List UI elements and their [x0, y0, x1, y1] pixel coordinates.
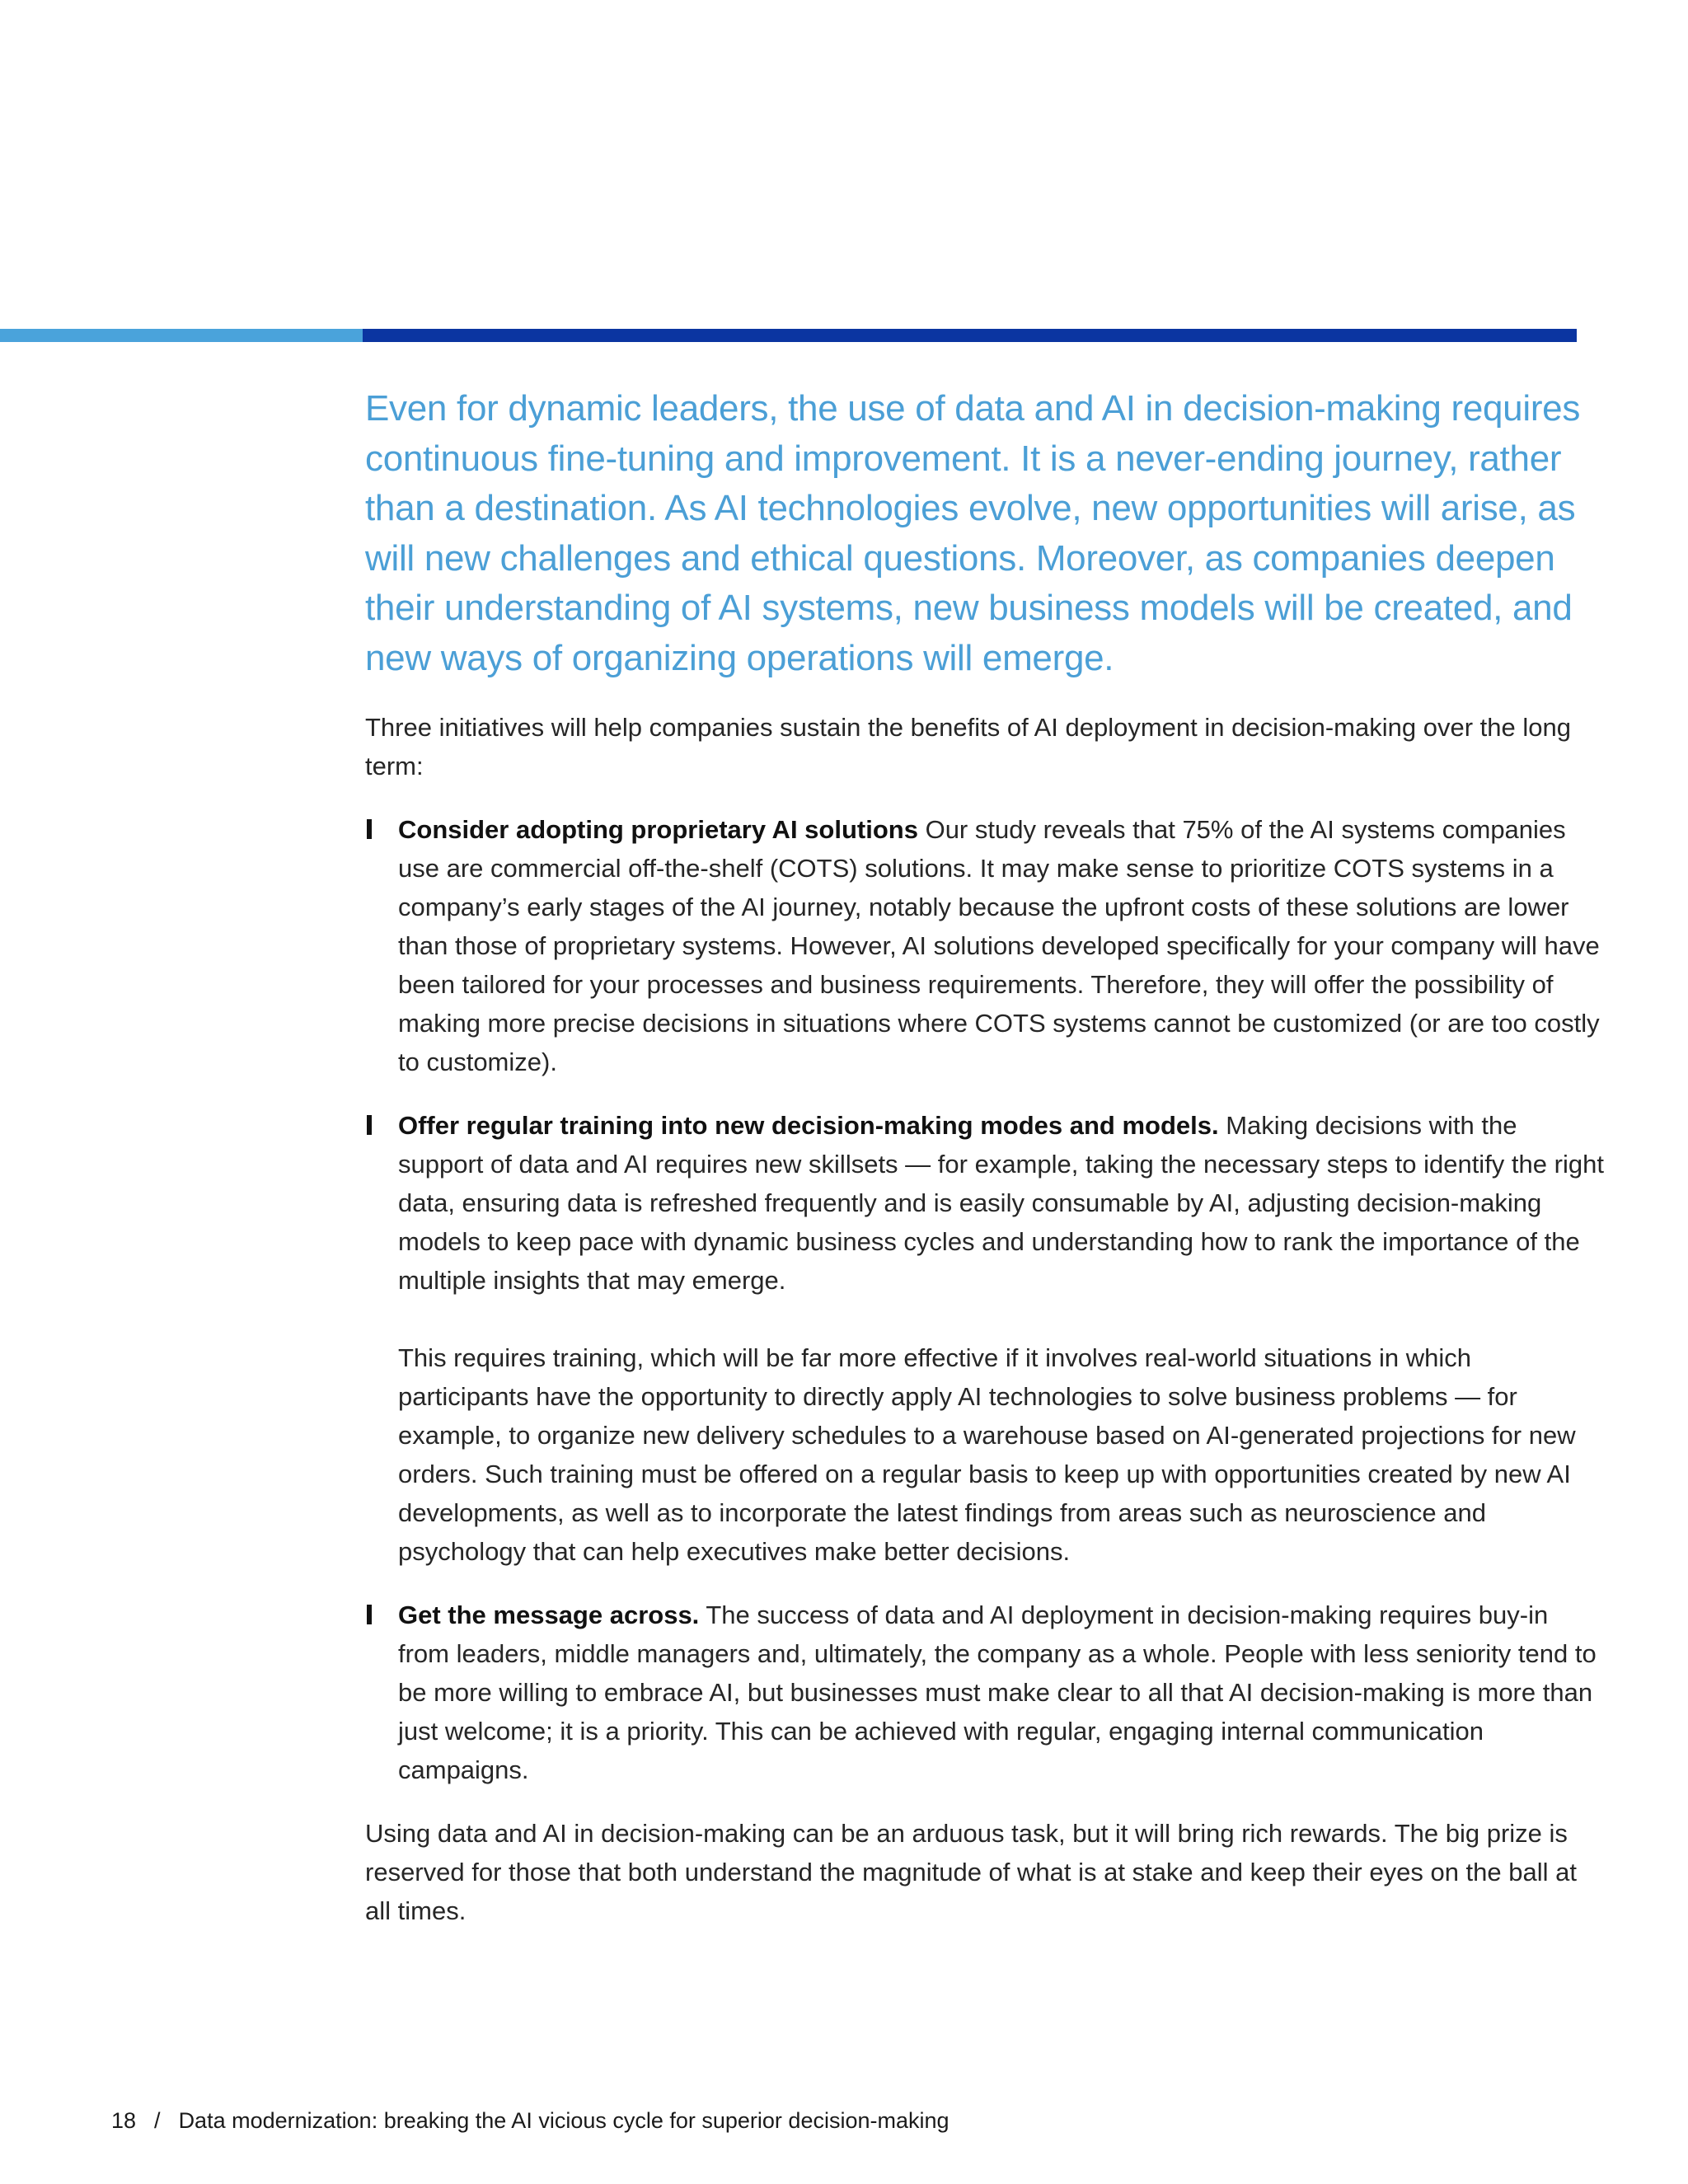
bullet-body: The success of data and AI deployment in decision-making requires buy-in from leaders, middle managers and, ultimately, the company as a whole. People with less seniority tend to be more willing to embrace AI, but businesses must make clear to all that AI decision-making is more than just welcome; it is a priority. This can be achieved with regular, engaging internal communication campaigns.	[398, 1601, 1597, 1784]
bullet-marker-icon	[367, 1115, 372, 1135]
main-content	[365, 384, 1606, 1955]
bullet-lead: Offer regular training into new decision-making modes and models.	[398, 1111, 1219, 1140]
list-item	[365, 810, 1606, 1081]
footer-title: Data modernization: breaking the AI vicious cycle for superior decision-making	[178, 2108, 950, 2133]
page-footer	[111, 2106, 950, 2135]
list-item	[365, 1106, 1606, 1571]
bullet-body: Making decisions with the support of data and AI requires new skillsets — for example, taking the necessary steps to identify the right data, ensuring data is refreshed frequently and is easily consumable by AI, adjusting decision-making models to keep pace with dynamic business cycles and understanding how to rank the importance of the multiple insights that may emerge.	[398, 1111, 1604, 1295]
header-rule-light	[0, 329, 363, 342]
bullet-subparagraph: This requires training, which will be far more effective if it involves real-world situations in which participants have the opportunity to directly apply AI technologies to solve business problems — for example, to organize new delivery schedules to a warehouse based on AI-generated projections for new orders. Such training must be offered on a regular basis to keep up with opportunities created by new AI developments, as well as to incorporate the latest findings from areas such as neuroscience and psychology that can help executives make better decisions.	[398, 1343, 1576, 1566]
bullet-marker-icon	[367, 1605, 372, 1624]
bullet-marker-icon	[367, 819, 372, 839]
closing-paragraph: Using data and AI in decision-making can be an arduous task, but it will bring rich rewards. The big prize is reserved for those that both understand the magnitude of what is at stake and keep their eyes on the ball at all times.	[365, 1819, 1577, 1925]
bullet-lead: Consider adopting proprietary AI solutions	[398, 815, 918, 844]
intro-paragraph: Three initiatives will help companies sustain the benefits of AI deployment in decision-making over the long term:	[365, 713, 1571, 780]
footer-separator: /	[154, 2108, 161, 2133]
page-number: 18	[111, 2108, 137, 2133]
header-rule-dark	[363, 329, 1577, 342]
bullet-body: Our study reveals that 75% of the AI systems companies use are commercial off-the-shelf (COTS) solutions. It may make sense to prioritize COTS systems in a company’s early stages of the AI journey, notably because the upfront costs of these solutions are lower than those of proprietary systems. However, AI solutions developed specifically for your company will have been tailored for your processes and business requirements. Therefore, they will offer the possibility of making more precise decisions in situations where COTS systems cannot be customized (or are too costly to customize).	[398, 815, 1600, 1076]
pull-quote: Even for dynamic leaders, the use of data and AI in decision-making requires continuous fine-tuning and improvement. It is a never-ending journey, rather than a destination. As AI technologies evolve, new opportunities will arise, as will new challenges and ethical questions. Moreover, as companies deepen their understanding of AI systems, new business models will be created, and new ways of organizing operations will emerge.	[365, 388, 1581, 678]
bullet-lead: Get the message across.	[398, 1601, 700, 1629]
list-item	[365, 1596, 1606, 1789]
initiatives-list	[365, 810, 1606, 1789]
